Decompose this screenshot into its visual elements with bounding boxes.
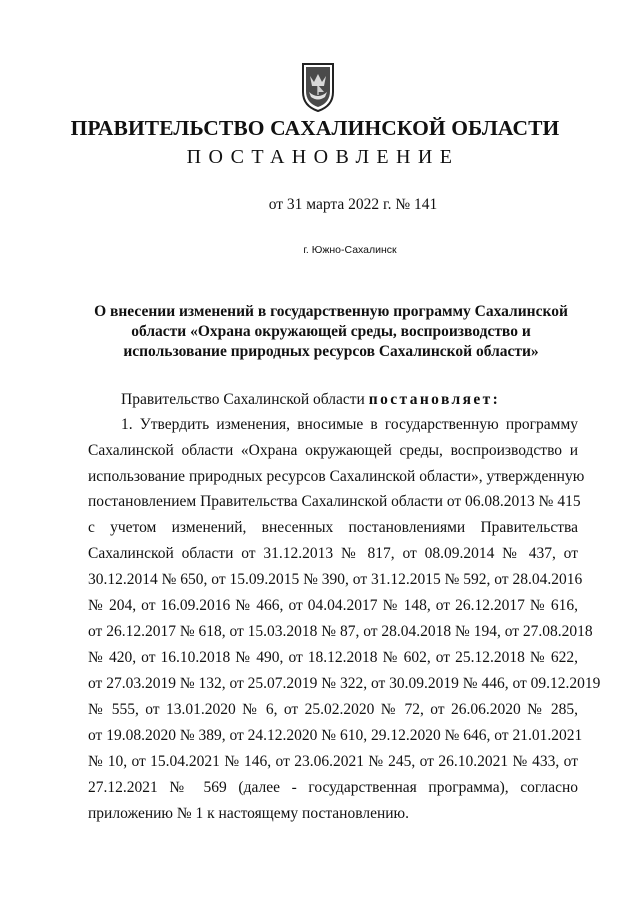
paragraph-line: Сахалинской области «Охрана окружающей среды, воспроизводство и bbox=[88, 442, 578, 459]
paragraph-line: 1. Утвердить изменения, вносимые в государственную программу bbox=[121, 416, 578, 433]
paragraph-line: постановлением Правительства Сахалинской области от 06.08.2013 № 415 bbox=[88, 493, 581, 510]
subject-line: области «Охрана окружающей среды, воспроизводство и bbox=[131, 323, 531, 340]
document-date-number: от 31 марта 2022 г. № 141 bbox=[268, 196, 438, 213]
intro-action: постановляет: bbox=[368, 391, 501, 408]
resolution-intro bbox=[121, 391, 500, 409]
subject-line: О внесении изменений в государственную программу Сахалинской bbox=[94, 303, 568, 320]
paragraph-line: использование природных ресурсов Сахалинской области», утвержденную bbox=[88, 468, 585, 485]
paragraph-line: Сахалинской области от 31.12.2013 № 817, от 08.09.2014 № 437, от bbox=[88, 545, 578, 562]
paragraph-line: № 204, от 16.09.2016 № 466, от 04.04.2017 № 148, от 26.12.2017 № 616, bbox=[88, 597, 578, 614]
document-type: ПОСТАНОВЛЕНИЕ bbox=[186, 146, 460, 168]
government-title: ПРАВИТЕЛЬСТВО САХАЛИНСКОЙ ОБЛАСТИ bbox=[70, 116, 560, 140]
document-city: г. Южно-Сахалинск bbox=[303, 244, 397, 256]
paragraph-line: № 10, от 15.04.2021 № 146, от 23.06.2021 № 245, от 26.10.2021 № 433, от bbox=[88, 753, 578, 770]
paragraph-line: № 555, от 13.01.2020 № 6, от 25.02.2020 № 72, от 26.06.2020 № 285, bbox=[88, 701, 578, 718]
paragraph-line: от 26.12.2017 № 618, от 15.03.2018 № 87, от 28.04.2018 № 194, от 27.08.2018 bbox=[88, 623, 593, 640]
sakhalin-coat-of-arms-icon bbox=[300, 62, 336, 112]
paragraph-line: 27.12.2021 № 569 (далее - государственная программа), согласно bbox=[88, 779, 578, 796]
paragraph-line: от 27.03.2019 № 132, от 25.07.2019 № 322, от 30.09.2019 № 446, от 09.12.2019 bbox=[88, 675, 601, 692]
paragraph-line: с учетом изменений, внесенных постановлениями Правительства bbox=[88, 519, 578, 536]
paragraph-line: от 19.08.2020 № 389, от 24.12.2020 № 610, 29.12.2020 № 646, от 21.01.2021 bbox=[88, 727, 583, 744]
document-subject bbox=[0, 302, 630, 362]
paragraph-line: приложению № 1 к настоящему постановлению. bbox=[88, 805, 409, 822]
subject-line: использование природных ресурсов Сахалинской области» bbox=[123, 343, 539, 360]
paragraph-line: 30.12.2014 № 650, от 15.09.2015 № 390, от 31.12.2015 № 592, от 28.04.2016 bbox=[88, 571, 583, 588]
paragraph-line: № 420, от 16.10.2018 № 490, от 18.12.2018 № 602, от 25.12.2018 № 622, bbox=[88, 649, 578, 666]
intro-prefix: Правительство Сахалинской области bbox=[121, 391, 369, 408]
